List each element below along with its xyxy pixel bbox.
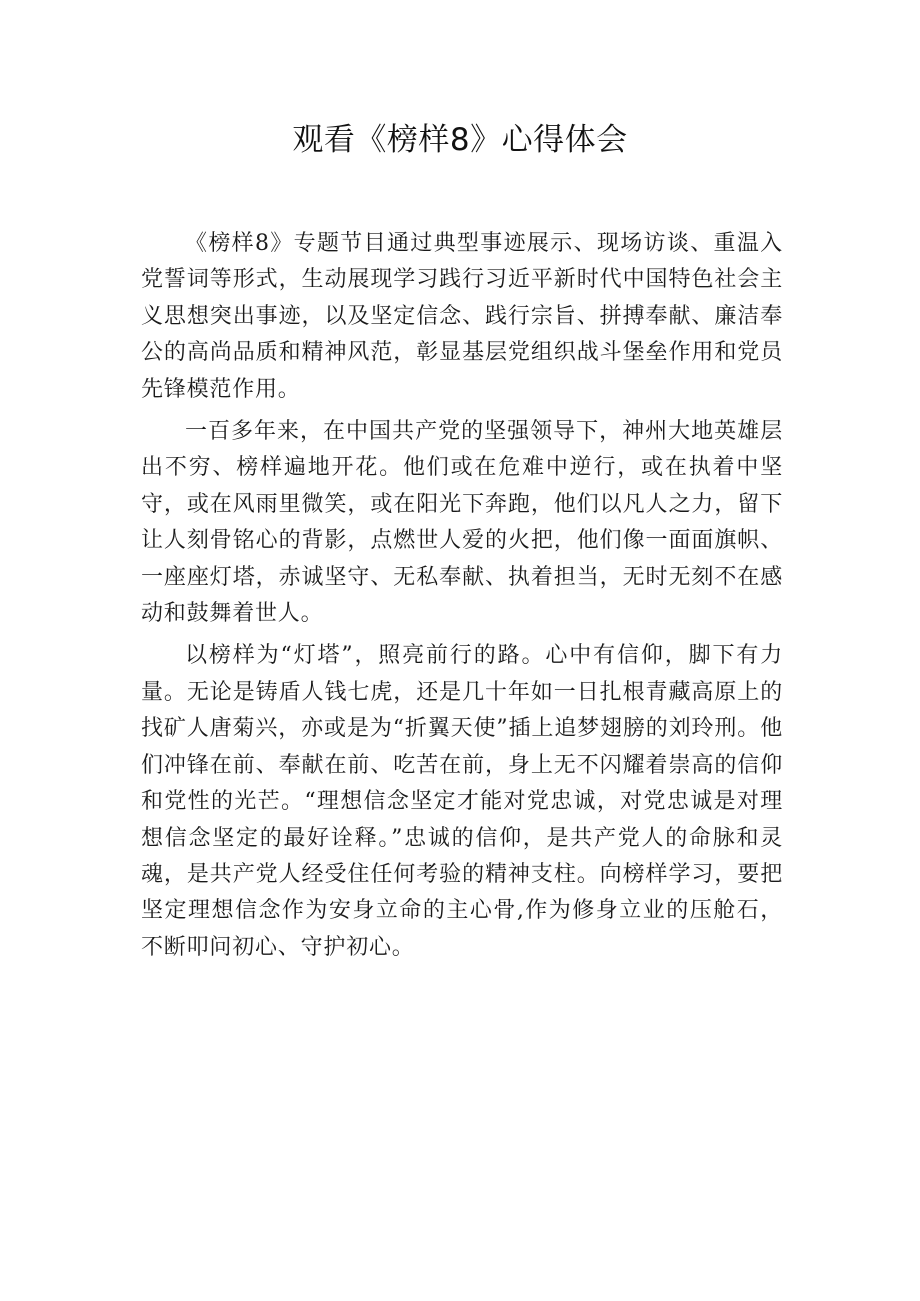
document-title: 观看《榜样8》心得体会 [292,122,628,158]
paragraph-3: 以榜样为“灯塔”，照亮前行的路。心中有信仰，脚下有力量。无论是铸盾人钱七虎，还是几十年如一日扎根青藏高原上的找矿人唐菊兴，亦或是为“折翼天使”插上追梦翅膀的刘玲刑。他们冲锋在前、奉献在前、吃苦在前，身上无不闪耀着崇高的信仰和党性的光芒。“理想信念坚定才能对党忠诚，对党忠诚是对理想信念坚定的最好诠释。”忠诚的信仰，是共产党人的命脉和灵魂，是共产党人经受住任何考验的精神支柱。向榜样学习，要把坚定理想信念作为安身立命的主心骨,作为修身立业的压舱石，不断叩问初心、守护初心。 [141,643,783,960]
document-body [141,226,783,966]
paragraph-2: 一百多年来，在中国共产党的坚强领导下，神州大地英雄层出不穷、榜样遍地开花。他们或在危难中逆行，或在执着中坚守，或在风雨里微笑，或在阳光下奔跑，他们以凡人之力，留下让人刻骨铭心的背影，点燃世人爱的火把，他们像一面面旗帜、一座座灯塔，赤诚坚守、无私奉献、执着担当，无时无刻不在感动和鼓舞着世人。 [141,419,783,627]
paragraph-1: 《榜样8》专题节目通过典型事迹展示、现场访谈、重温入党誓词等形式，生动展现学习践行习近平新时代中国特色社会主义思想突出事迹，以及坚定信念、践行宗旨、拼搏奉献、廉洁奉公的高尚品质和精神风范，彰显基层党组织战斗堡垒作用和党员先锋模范作用。 [141,231,783,402]
